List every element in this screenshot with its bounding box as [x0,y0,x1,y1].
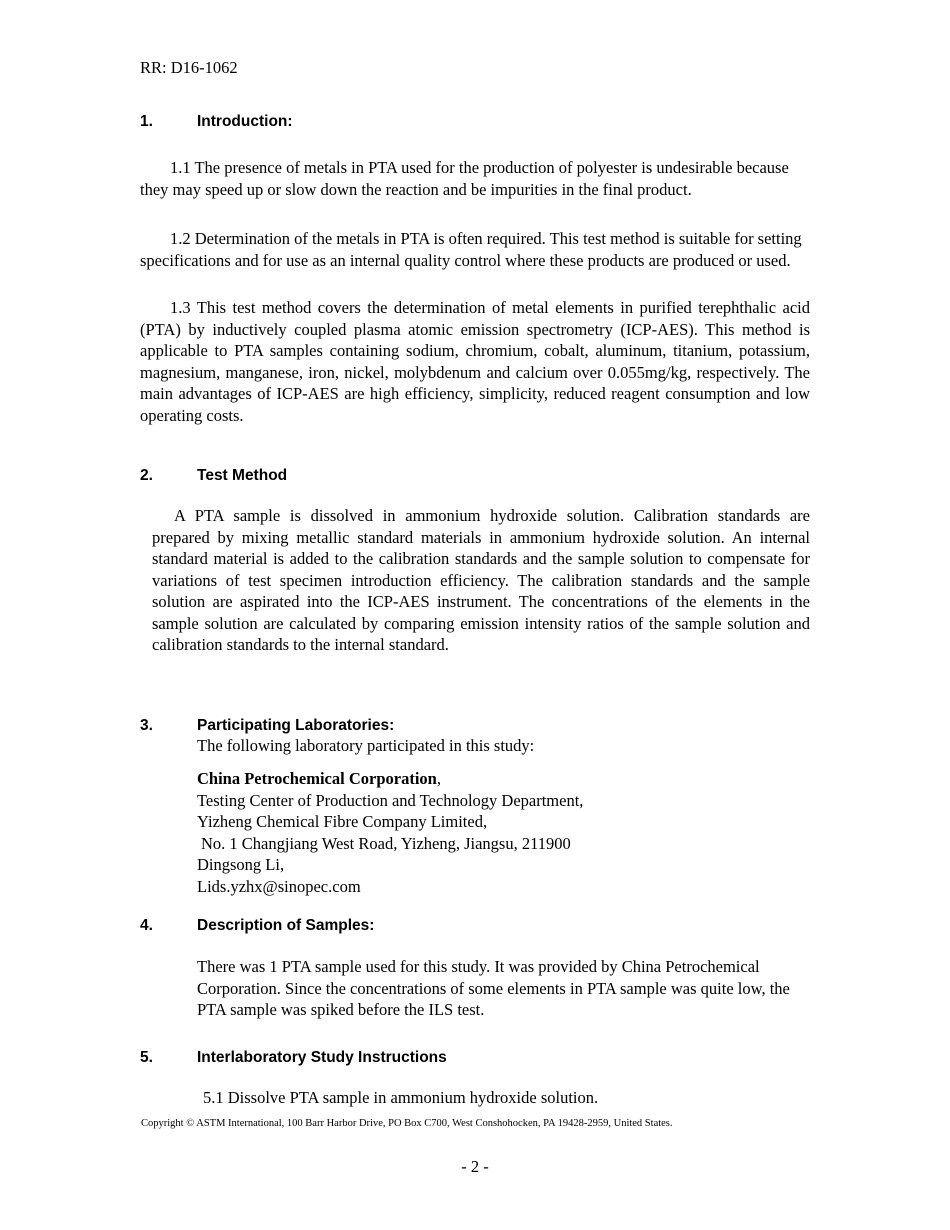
lab-line: Yizheng Chemical Fibre Company Limited, [197,812,488,831]
lab-line: Testing Center of Production and Technology Department, [197,790,584,810]
section-title: Description of Samples: [197,917,375,934]
section-title: Introduction: [197,113,293,130]
section-number: 2. [140,467,153,484]
lab-name: China Petrochemical Corporation [197,769,437,788]
section-number: 5. [140,1049,153,1066]
report-id: RR: D16-1062 [140,58,238,77]
section-number: 3. [140,717,153,734]
section-title: Test Method [197,467,288,484]
paragraph: 1.2 Determination of the metals in PTA is often required. This test method is suitable for setting specifications and for use as an internal quality control where these products are produced or used. [140,229,802,270]
paragraph: 1.3 This test method covers the determination of metal elements in purified terephthalic acid (PTA) by inductively coupled plasma atomic emission spectrometry (ICP-AES). This method is applicable to PTA samples containing sodium, chromium, cobalt, aluminum, titanium, potassium, magnesium, manganese, iron, nickel, molybdenum and calcium over 0.055mg/kg, respectively. The main advantages of ICP-AES are high efficiency, simplicity, reduced reagent consumption and low operating costs. [140,298,810,425]
paragraph: A PTA sample is dissolved in ammonium hydroxide solution. Calibration standards are prepared by mixing metallic standard materials in ammonium hydroxide solution. An internal standard material is added to the calibration standards and the sample solution to compensate for variations of test specimen introduction efficiency. The calibration standards and the sample solution are aspirated into the ICP-AES instrument. The concentrations of the elements in the sample solution are calculated by comparing emission intensity ratios of the sample solution and calibration standards to the internal standard. [152,506,810,654]
lab-email: Lids.yzhx@sinopec.com [197,876,361,896]
section-intro: The following laboratory participated in this study: [197,736,535,755]
lab-line: No. 1 Changjiang West Road, Yizheng, Jiangsu, 211900 [201,833,571,853]
section-title: Participating Laboratories: [197,717,395,734]
lab-line: Dingsong Li, [197,855,285,874]
paragraph: There was 1 PTA sample used for this study. It was provided by China Petrochemical Corporation. Since the concentrations of some elements in PTA sample was quite low, the PTA sample was spiked before the ILS test. [197,957,790,1019]
section-number: 1. [140,113,153,130]
paragraph: 1.1 The presence of metals in PTA used for the production of polyester is undesirable because they may speed up or slow down the reaction and be impurities in the final product. [140,158,789,199]
section-number: 4. [140,917,153,934]
lab-address-block: China Petrochemical Corporation, Testing Center of Production and Technology Department, Yizheng Chemical Fibre Company Limited, No. 1 Changjiang West Road, Yizheng, Jiangsu, 211900 Dingsong Li, Lids.yzhx@sinopec.com [197,769,584,896]
page-number: - 2 - [461,1157,489,1176]
copyright-notice: Copyright © ASTM International, 100 Barr Harbor Drive, PO Box C700, West Conshohocken, PA 19428-2959, United States. [141,1118,673,1129]
paragraph: 5.1 Dissolve PTA sample in ammonium hydroxide solution. [203,1088,599,1107]
section-title: Interlaboratory Study Instructions [197,1049,447,1066]
